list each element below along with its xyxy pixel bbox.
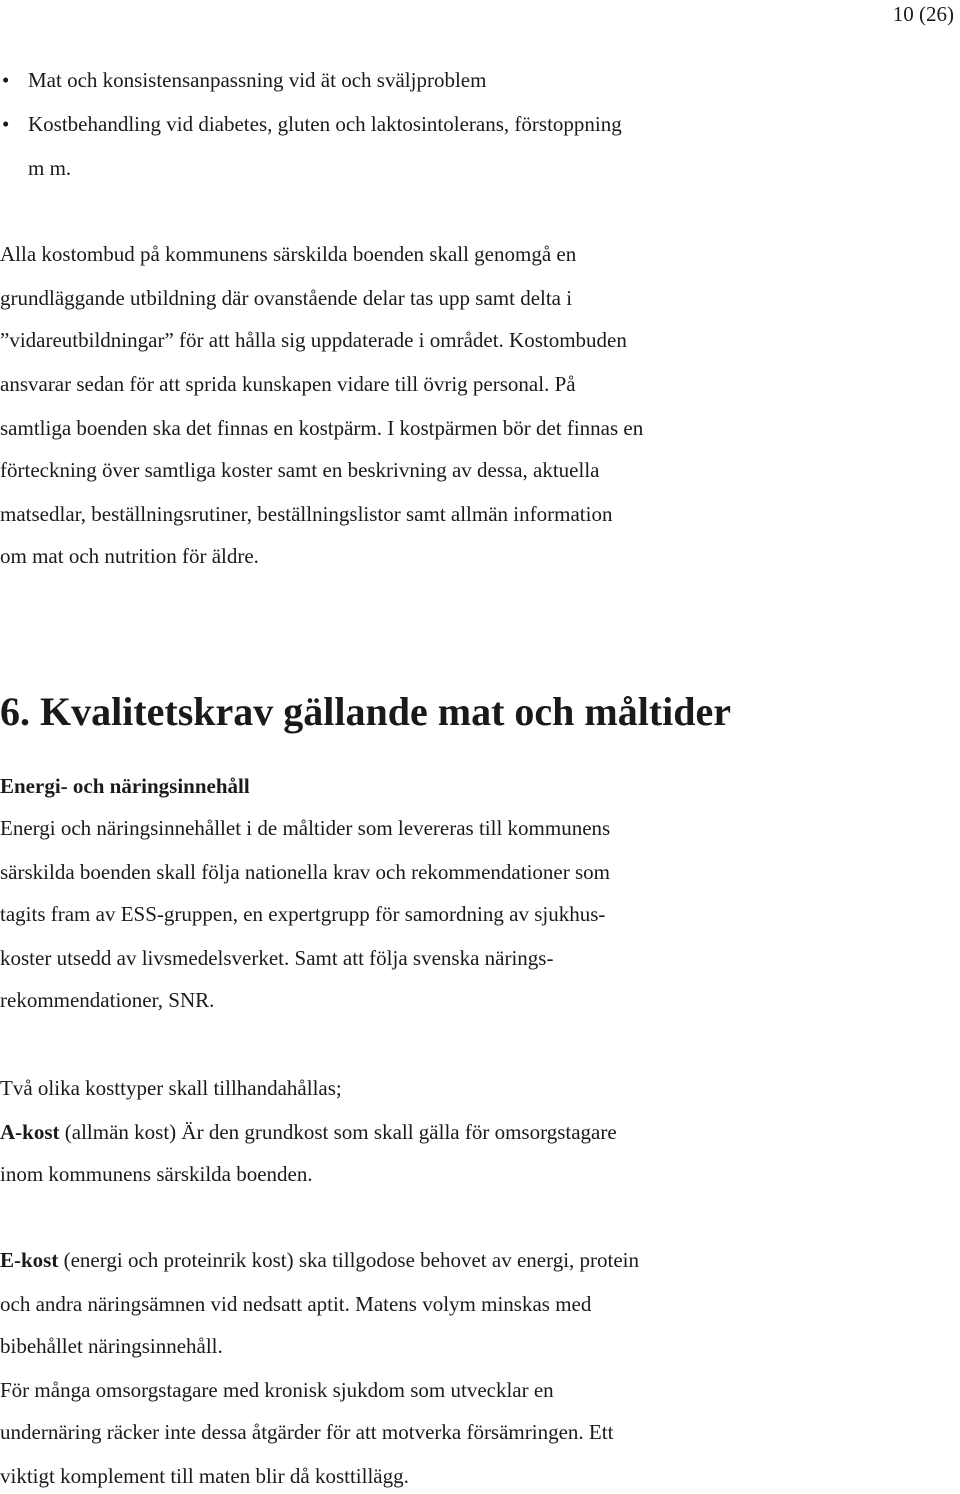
text-line: inom kommunens särskilda boenden. xyxy=(0,1162,313,1186)
text-line: ansvarar sedan för att sprida kunskapen vidare till övrig personal. På xyxy=(0,372,576,396)
section-heading: 6. Kvalitetskrav gällande mat och måltider xyxy=(0,689,732,734)
text-line: koster utsedd av livsmedelsverket. Samt att följa svenska närings- xyxy=(0,946,554,970)
text-line: För många omsorgstagare med kronisk sjukdom som utvecklar en xyxy=(0,1378,554,1402)
ekost-label: E-kost xyxy=(0,1248,59,1272)
list-item: Mat och konsistensanpassning vid ät och sväljproblem xyxy=(28,68,487,92)
text-line: förteckning över samtliga koster samt en beskrivning av dessa, aktuella xyxy=(0,458,600,482)
kosttyper-intro: Två olika kosttyper skall tillhandahållas; xyxy=(0,1076,342,1100)
text-line: rekommendationer, SNR. xyxy=(0,988,215,1012)
bullet-icon: • xyxy=(2,68,10,92)
page-number: 10 (26) xyxy=(892,2,954,26)
text-line: samtliga boenden ska det finnas en kostpärm. I kostpärmen bör det finnas en xyxy=(0,416,644,440)
akost-text: (allmän kost) Är den grundkost som skall gälla för omsorgstagare xyxy=(59,1120,617,1144)
text-line: bibehållet näringsinnehåll. xyxy=(0,1334,223,1358)
bullet-icon: • xyxy=(2,112,10,136)
akost-label: A-kost xyxy=(0,1120,60,1144)
list-item: Kostbehandling vid diabetes, gluten och laktosintolerans, förstoppning xyxy=(28,112,622,136)
text-line: undernäring räcker inte dessa åtgärder för att motverka försämringen. Ett xyxy=(0,1420,614,1444)
text-line xyxy=(0,1248,639,1273)
subheading: Energi- och näringsinnehåll xyxy=(0,774,250,798)
text-line: grundläggande utbildning där ovanstående delar tas upp samt delta i xyxy=(0,286,573,310)
text-line: tagits fram av ESS-gruppen, en expertgrupp för samordning av sjukhus- xyxy=(0,902,606,926)
text-line xyxy=(0,1120,617,1145)
text-line: Energi och näringsinnehållet i de måltider som levereras till kommunens xyxy=(0,816,611,840)
text-line: viktigt komplement till maten blir då kosttillägg. xyxy=(0,1464,409,1488)
text-line: ”vidareutbildningar” för att hålla sig uppdaterade i området. Kostombuden xyxy=(0,328,627,352)
text-line: matsedlar, beställningsrutiner, beställningslistor samt allmän information xyxy=(0,502,613,526)
text-line: om mat och nutrition för äldre. xyxy=(0,544,259,568)
text-line: Alla kostombud på kommunens särskilda boenden skall genomgå en xyxy=(0,242,577,266)
text-line: och andra näringsämnen vid nedsatt aptit. Matens volym minskas med xyxy=(0,1292,592,1316)
ekost-text: (energi och proteinrik kost) ska tillgodose behovet av energi, protein xyxy=(58,1248,640,1272)
text-line: särskilda boenden skall följa nationella krav och rekommendationer som xyxy=(0,860,610,884)
list-item-continuation: m m. xyxy=(28,156,72,180)
